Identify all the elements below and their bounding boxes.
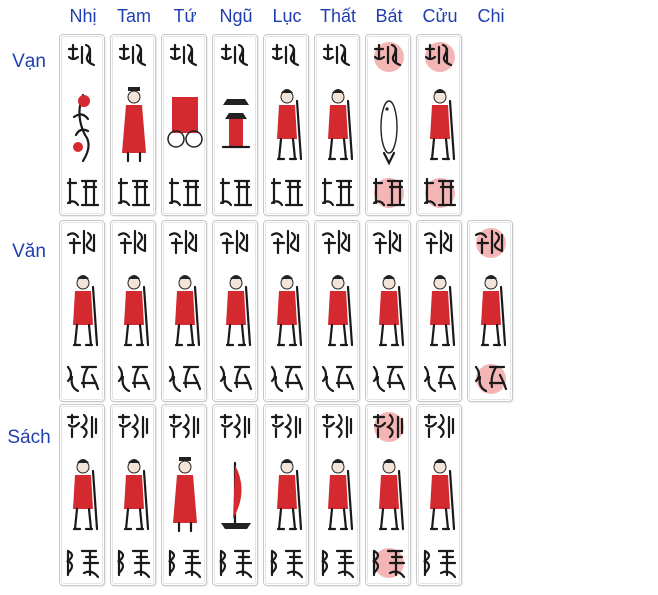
man-figure [328,89,352,159]
man-figure [430,89,454,159]
column-header-ngu: Ngũ [219,6,253,26]
fish-figure [381,101,397,163]
bottom-character [272,179,302,205]
card-van-bat [365,34,411,216]
top-character [221,415,249,437]
top-character [68,231,94,253]
bottom-character [68,551,98,577]
top-character [272,231,298,253]
man-figure [430,459,454,529]
row-header-van: Vạn [12,51,46,72]
column-header-chi: Chi [477,6,505,26]
top-character [323,415,351,437]
flower-figure [73,95,90,161]
card-art [60,35,105,216]
card-van-2-nhi [59,220,105,402]
column-header-cuu: Cửu [422,6,458,26]
top-character [119,415,147,437]
card-art [213,405,258,586]
man-figure [73,459,97,529]
woman-figure [173,457,197,531]
card-van-that [314,34,360,216]
man-figure [481,275,505,345]
card-sach-nhi [59,404,105,586]
card-art [162,35,207,216]
card-van-tam [110,34,156,216]
man-figure [277,275,301,345]
card-sach-cuu [416,404,462,586]
card-sach-tam [110,404,156,586]
man-figure [175,275,199,345]
top-character [170,231,196,253]
card-art [315,35,360,216]
man-figure [379,459,403,529]
card-art [417,221,462,402]
card-art [315,405,360,586]
man-figure [124,459,148,529]
card-art [366,35,411,216]
woman-figure [122,87,146,161]
card-art [213,221,258,402]
card-van-2-bat [365,220,411,402]
card-art [111,221,156,402]
top-character [222,45,247,65]
card-van-ngu [212,34,258,216]
card-sach-tu [161,404,207,586]
top-character [425,415,453,437]
column-header-tam: Tam [116,6,151,26]
column-header-bat: Bát [375,6,403,26]
man-figure [430,275,454,345]
boat-figure [221,463,251,529]
card-van-nhi [59,34,105,216]
bottom-character [119,179,149,205]
top-character [425,231,451,253]
cart-figure [168,97,202,147]
row-header-sach: Sách [7,427,51,448]
top-character [221,231,247,253]
card-art [315,221,360,402]
bottom-character [170,179,200,205]
card-art [111,405,156,586]
bottom-character [119,551,149,577]
card-van-2-cuu [416,220,462,402]
card-art [417,405,462,586]
card-van-2-chi [467,220,513,402]
bottom-character [221,551,251,577]
bottom-character [323,551,353,577]
top-character [171,45,196,65]
card-van-cuu [416,34,462,216]
column-header-that: Thất [319,6,357,26]
pagoda-figure [223,99,249,147]
man-figure [226,275,250,345]
man-figure [328,275,352,345]
bottom-character [119,367,149,391]
card-sach-that [314,404,360,586]
bottom-character [68,179,98,205]
card-van-2-ngu [212,220,258,402]
card-art [60,221,105,402]
card-art [468,221,513,402]
card-art [366,405,411,586]
card-art [264,35,309,216]
bottom-character [68,367,98,391]
bottom-character [272,367,302,391]
top-character [323,231,349,253]
man-figure [277,89,301,159]
bottom-character [221,179,251,205]
column-header-tu: Tứ [173,6,197,26]
man-figure [379,275,403,345]
card-sach-ngu [212,404,258,586]
column-header-nhi: Nhị [69,6,97,26]
card-sach-luc [263,404,309,586]
bottom-character [425,367,455,391]
card-art [264,405,309,586]
top-character [119,231,145,253]
top-character [68,415,96,437]
top-character [69,45,94,65]
top-character [273,45,298,65]
bottom-character [221,367,251,391]
card-art [213,35,258,216]
card-art [162,221,207,402]
card-art [366,221,411,402]
card-art [162,405,207,586]
top-character [170,415,198,437]
card-art [60,405,105,586]
man-figure [73,275,97,345]
top-character [120,45,145,65]
card-art [111,35,156,216]
card-van-2-tu [161,220,207,402]
card-van-2-that [314,220,360,402]
top-character [272,415,300,437]
bottom-character [374,367,404,391]
man-figure [277,459,301,529]
card-van-tu [161,34,207,216]
bottom-character [170,367,200,391]
bottom-character [323,367,353,391]
top-character [324,45,349,65]
top-character [374,231,400,253]
card-van-2-tam [110,220,156,402]
bottom-character [272,551,302,577]
card-van-2-luc [263,220,309,402]
bottom-character [170,551,200,577]
column-header-luc: Lục [272,6,302,26]
card-art [264,221,309,402]
bottom-character [323,179,353,205]
row-header-van-2: Văn [12,241,46,262]
card-art [417,35,462,216]
card-sach-bat [365,404,411,586]
card-van-luc [263,34,309,216]
man-figure [124,275,148,345]
man-figure [328,459,352,529]
bottom-character [425,551,455,577]
